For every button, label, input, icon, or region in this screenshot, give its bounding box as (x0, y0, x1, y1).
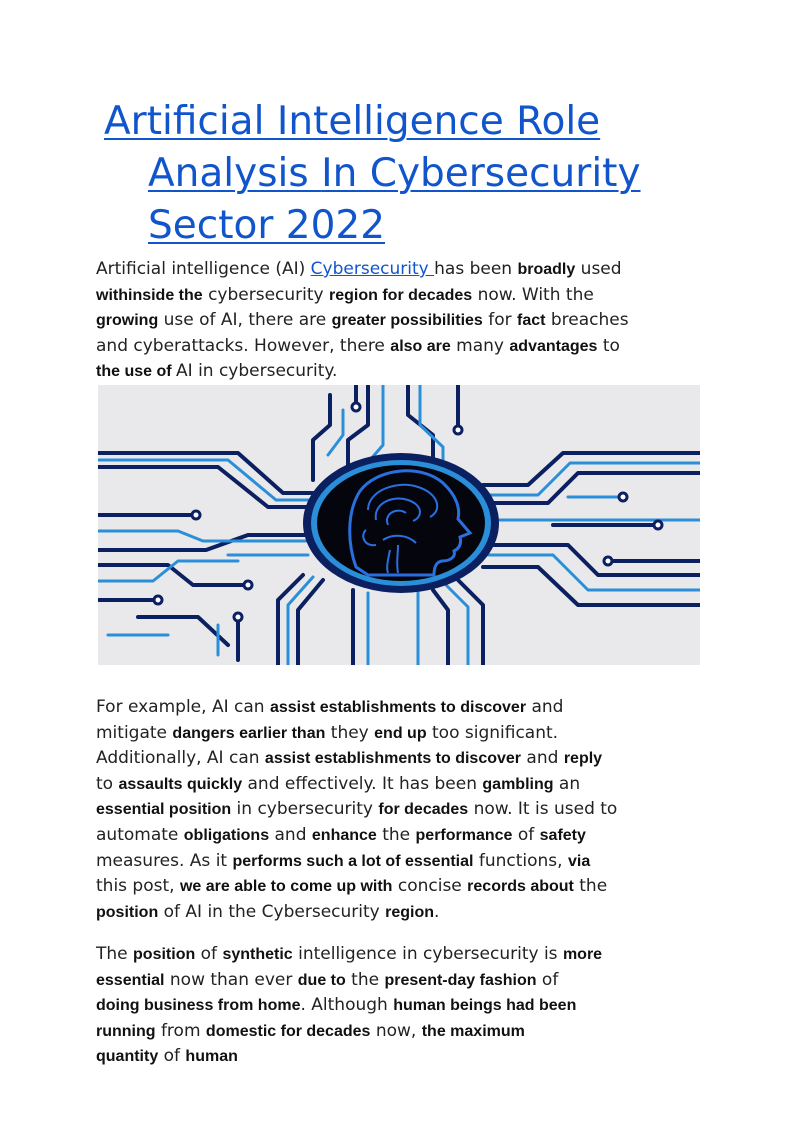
text-line (96, 993, 706, 1019)
text-run: the (376, 824, 416, 845)
bold-run: region (385, 903, 435, 921)
text-run: Artificial intelligence (AI) (96, 259, 311, 279)
bold-run: doing business from home (96, 997, 301, 1015)
bold-run: more (562, 946, 603, 963)
intro-paragraph (96, 257, 706, 385)
bold-run: the maximum (421, 1022, 525, 1040)
text-run: has been (434, 259, 518, 279)
bold-run: assaults quickly (118, 775, 243, 793)
bold-run: for decades (378, 801, 469, 819)
text-run: mitigate (96, 722, 173, 743)
text-run: breaches (545, 310, 629, 331)
title-link-ai-role[interactable]: Artificial Intelligence Role (104, 99, 601, 144)
title-link-cybersecurity[interactable]: In Cybersecurity (321, 151, 641, 196)
text-run: many (450, 335, 510, 356)
text-run: For example, AI can (96, 697, 270, 717)
bold-run: position (133, 946, 196, 963)
title-link-sector[interactable]: Sector 2022 (148, 203, 386, 248)
text-run: of (512, 824, 540, 845)
text-run: of (536, 969, 559, 990)
text-line (96, 721, 706, 747)
example-paragraph (96, 695, 706, 925)
text-line (96, 1019, 706, 1045)
text-line (96, 900, 706, 926)
text-run: now. With the (472, 284, 594, 305)
text-run: use of AI, there are (158, 310, 332, 331)
bold-run: reply (563, 750, 603, 768)
ai-brain-circuit-image (98, 385, 700, 665)
bold-run: performs such a lot of essential (232, 852, 474, 870)
bold-run: performance (415, 826, 513, 844)
article-title (104, 96, 724, 252)
bold-run: assist establishments to discover (269, 699, 527, 716)
text-line (96, 334, 706, 360)
bold-run: essential (96, 971, 165, 989)
text-line (96, 283, 706, 309)
text-line (96, 772, 706, 798)
text-run: to (96, 773, 119, 794)
text-run: AI in cybersecurity. (176, 361, 338, 382)
bold-run: broadly (517, 261, 576, 278)
text-run: intelligence in cybersecurity is (292, 944, 563, 964)
bold-run: region for decades (329, 286, 473, 304)
text-run: the (573, 876, 608, 897)
title-link-analysis[interactable]: Analysis (148, 151, 322, 196)
text-run: now than ever (164, 969, 298, 990)
bold-run: running (96, 1022, 156, 1040)
text-run: an (553, 773, 581, 794)
title-line-1 (104, 96, 724, 148)
text-run: now. It is used to (468, 799, 618, 820)
bold-run: human beings had been (393, 997, 577, 1015)
bold-run: end up (374, 724, 427, 742)
text-run: from (155, 1020, 206, 1041)
text-run: of (158, 1046, 186, 1067)
text-run: to (597, 335, 620, 356)
bold-run: advantages (509, 337, 598, 355)
text-run: and cyberattacks. However, there (96, 335, 391, 356)
text-line (96, 308, 706, 334)
bold-run: growing (96, 312, 159, 330)
bold-run: present-day fashion (384, 971, 537, 989)
text-line (96, 746, 706, 772)
text-run: and effectively. It has been (242, 773, 483, 794)
text-run: too significant. (426, 722, 559, 743)
text-run: cybersecurity (202, 284, 330, 305)
text-line (96, 257, 706, 283)
bold-run: the use of (96, 363, 177, 381)
text-run: . Although (300, 995, 394, 1016)
bold-run: fact (517, 312, 546, 330)
text-line (96, 1044, 706, 1070)
bold-run: due to (297, 971, 346, 989)
bold-run: safety (539, 826, 586, 844)
bold-run: dangers earlier than (172, 724, 326, 742)
circuit-head-illustration (98, 385, 700, 665)
text-line (96, 359, 706, 385)
text-run: this post, (96, 876, 180, 897)
text-run: and (526, 697, 564, 717)
bold-run: quantity (96, 1048, 159, 1066)
title-line-2 (104, 148, 724, 200)
text-run: . (434, 901, 440, 922)
bold-run: records about (467, 878, 574, 896)
bold-run: essential position (96, 801, 232, 819)
text-run: and (269, 824, 312, 845)
bold-run: assist establishments to discover (264, 750, 522, 768)
bold-run: domestic for decades (205, 1022, 371, 1040)
text-run: concise (392, 876, 468, 897)
title-line-3 (104, 200, 724, 252)
text-run: used (575, 259, 622, 279)
text-line (96, 695, 706, 721)
text-run: of (195, 944, 223, 964)
bold-run: greater possibilities (331, 312, 483, 330)
bold-run: withinside the (96, 286, 203, 304)
text-run: in cybersecurity (231, 799, 379, 820)
bold-run: via (567, 852, 591, 870)
text-line (96, 968, 706, 994)
text-run: the (345, 969, 385, 990)
text-run: measures. As it (96, 850, 233, 871)
bold-run: we are able to come up with (179, 878, 393, 896)
text-line (96, 849, 706, 875)
text-run: of AI in the Cybersecurity (158, 901, 386, 922)
text-run: they (325, 722, 375, 743)
bold-run: obligations (183, 826, 270, 844)
bold-run: synthetic (222, 946, 293, 963)
text-run: for (482, 310, 517, 331)
text-line (96, 942, 706, 968)
bold-run: human (185, 1048, 238, 1066)
bold-run: enhance (311, 826, 377, 844)
bold-run: also are (390, 337, 451, 355)
text-line (96, 797, 706, 823)
bold-run: gambling (482, 775, 554, 793)
text-run: and (521, 748, 564, 769)
text-run: The (96, 944, 134, 964)
text-run: now, (370, 1020, 422, 1041)
role-paragraph (96, 942, 706, 1070)
bold-run: position (96, 903, 159, 921)
text-line (96, 874, 706, 900)
text-run: Additionally, AI can (96, 748, 265, 769)
text-line (96, 823, 706, 849)
text-run: automate (96, 824, 184, 845)
text-run: functions, (473, 850, 568, 871)
cybersecurity-link[interactable]: Cybersecurity (310, 259, 435, 279)
